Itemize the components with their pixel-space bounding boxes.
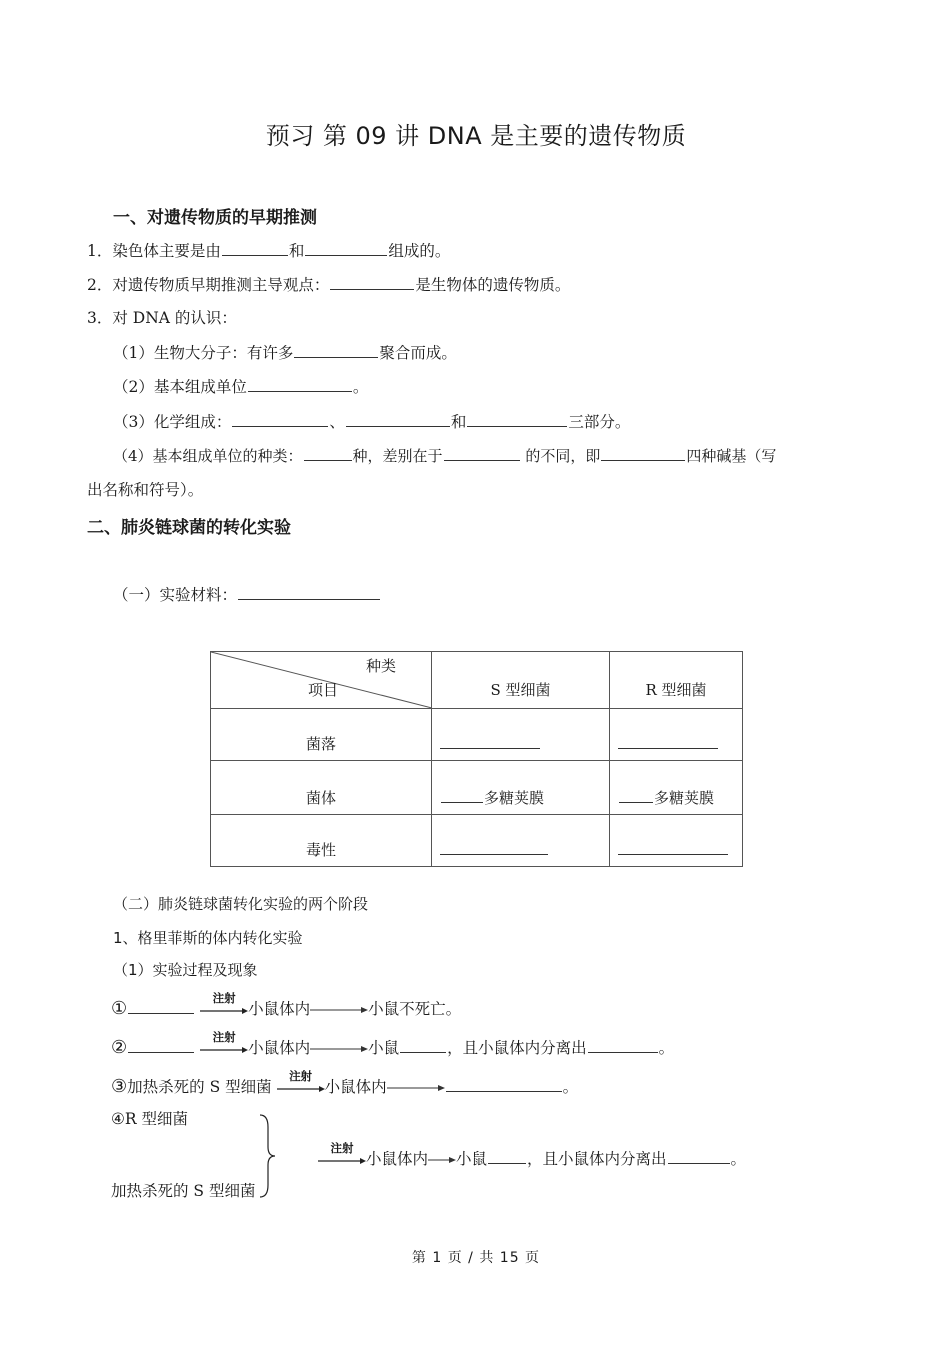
q3-3-prefix: （3）化学组成： bbox=[113, 413, 232, 431]
step-4-blank-2[interactable] bbox=[668, 1148, 730, 1164]
inject-label: 注射 bbox=[330, 1141, 354, 1155]
question-3-3 bbox=[113, 411, 630, 432]
q2-prefix: 2．对遗传物质早期推测主导观点： bbox=[87, 276, 330, 294]
q1-blank-2[interactable] bbox=[305, 240, 387, 256]
step-2-suffix2: 。 bbox=[658, 1039, 675, 1057]
cell-s-body-blank[interactable] bbox=[441, 787, 483, 803]
inject-label: 注射 bbox=[212, 1030, 236, 1044]
q3-3-sep2: 和 bbox=[450, 413, 467, 431]
dashed-arrow-icon bbox=[310, 1006, 368, 1014]
q1-suffix: 组成的。 bbox=[388, 242, 451, 260]
q1-blank-1[interactable] bbox=[222, 240, 288, 256]
cell-r-body-text: 多糖荚膜 bbox=[654, 789, 715, 807]
table-row bbox=[211, 709, 743, 761]
cell-s-colony[interactable] bbox=[432, 709, 610, 761]
q3-4-prefix: （4）基本组成单位的种类： bbox=[113, 447, 303, 465]
q3-1-suffix: 聚合而成。 bbox=[379, 344, 457, 362]
question-3-4 bbox=[113, 445, 776, 466]
q1-prefix: 1．染色体主要是由 bbox=[87, 242, 221, 260]
cell-s-body[interactable] bbox=[432, 761, 610, 815]
step-3-blank[interactable] bbox=[446, 1076, 562, 1092]
griffith-heading: 1、格里菲斯的体内转化实验 bbox=[113, 929, 303, 947]
step-1-mid: 小鼠体内 bbox=[248, 1000, 311, 1018]
dashed-arrow-icon bbox=[310, 1045, 368, 1053]
inject-arrow-icon bbox=[318, 1141, 366, 1170]
inject-arrow-icon bbox=[277, 1069, 325, 1098]
step-4-result bbox=[318, 1141, 747, 1170]
step-3-mid: 小鼠体内 bbox=[324, 1078, 387, 1096]
step-3-suffix: 。 bbox=[562, 1078, 579, 1096]
page-title: 预习 第 09 讲 DNA 是主要的遗传物质 bbox=[265, 122, 687, 150]
table-row bbox=[211, 761, 743, 815]
materials-prefix: （一）实验材料： bbox=[113, 586, 238, 604]
process-heading: （1）实验过程及现象 bbox=[113, 961, 258, 979]
step-2-blank-2[interactable] bbox=[400, 1037, 446, 1053]
question-3-label: 3．对 DNA 的认识： bbox=[87, 309, 237, 327]
q3-4-blank-3[interactable] bbox=[601, 445, 685, 461]
q3-3-blank-1[interactable] bbox=[232, 411, 328, 427]
table-row bbox=[211, 815, 743, 867]
step-4-suffix1: ，且小鼠体内分离出 bbox=[527, 1150, 667, 1168]
cell-r-body-blank[interactable] bbox=[619, 787, 653, 803]
q3-3-suffix: 三部分。 bbox=[568, 413, 631, 431]
page-footer: 第 1 页 / 共 15 页 bbox=[411, 1250, 541, 1266]
q2-blank[interactable] bbox=[330, 274, 414, 290]
question-3-1 bbox=[113, 342, 457, 363]
q3-2-suffix: 。 bbox=[352, 378, 369, 396]
q1-mid: 和 bbox=[288, 242, 305, 260]
step-3-number: ③ bbox=[111, 1076, 128, 1097]
question-1 bbox=[87, 240, 450, 261]
q3-4-blank-2[interactable] bbox=[444, 445, 520, 461]
question-3-4-line2: 出名称和符号）。 bbox=[87, 481, 204, 499]
q3-4-blank-1[interactable] bbox=[304, 445, 352, 461]
section2-heading: 二、肺炎链球菌的转化实验 bbox=[87, 518, 291, 538]
cell-r-colony[interactable] bbox=[610, 709, 743, 761]
question-3-2 bbox=[113, 376, 368, 397]
q3-4-suffix: 四种碱基（写 bbox=[686, 447, 777, 465]
q3-2-blank[interactable] bbox=[248, 376, 352, 392]
step-1-result: 小鼠不死亡。 bbox=[368, 1000, 462, 1018]
step-4-blank-1[interactable] bbox=[488, 1148, 526, 1164]
cell-s-virulence[interactable] bbox=[432, 815, 610, 867]
q3-4-mid2: 的不同，即 bbox=[520, 447, 601, 465]
inject-arrow-icon bbox=[200, 1030, 248, 1059]
step-2-blank-1[interactable] bbox=[128, 1037, 194, 1053]
inject-label: 注射 bbox=[212, 991, 236, 1005]
step-3 bbox=[111, 1069, 579, 1098]
q3-3-blank-3[interactable] bbox=[467, 411, 567, 427]
step-1-number: ① bbox=[111, 998, 128, 1019]
step-2-blank-3[interactable] bbox=[588, 1037, 658, 1053]
row-label-virulence: 毒性 bbox=[211, 815, 432, 867]
table-header-row bbox=[211, 652, 743, 709]
corner-top-label: 种类 bbox=[365, 657, 396, 675]
column-header-s: S 型细菌 bbox=[432, 652, 610, 709]
step-4-line1: ④R 型细菌 bbox=[111, 1110, 188, 1128]
inject-label: 注射 bbox=[289, 1069, 313, 1083]
q3-4-mid1: 种，差别在于 bbox=[352, 447, 443, 465]
inject-arrow-icon bbox=[200, 991, 248, 1020]
dashed-arrow-icon bbox=[387, 1084, 445, 1092]
materials-blank[interactable] bbox=[238, 584, 380, 600]
step-4-line2: 加热杀死的 S 型细菌 bbox=[111, 1182, 256, 1200]
cell-r-body[interactable] bbox=[610, 761, 743, 815]
q3-2-prefix: （2）基本组成单位 bbox=[113, 378, 247, 396]
cell-s-body-text: 多糖荚膜 bbox=[484, 789, 545, 807]
q3-1-prefix: （1）生物大分子：有许多 bbox=[113, 344, 294, 362]
corner-bottom-label: 项目 bbox=[308, 681, 339, 699]
q3-1-blank[interactable] bbox=[294, 342, 378, 358]
cell-r-virulence[interactable] bbox=[610, 815, 743, 867]
step-2 bbox=[111, 1030, 675, 1059]
short-arrow-icon bbox=[428, 1156, 456, 1164]
bacteria-comparison-table bbox=[210, 651, 743, 867]
materials-line bbox=[113, 584, 381, 605]
column-header-r: R 型细菌 bbox=[610, 652, 743, 709]
step-2-suffix1: ，且小鼠体内分离出 bbox=[447, 1039, 587, 1057]
section1-heading: 一、对遗传物质的早期推测 bbox=[113, 208, 317, 228]
table-corner-cell bbox=[211, 652, 432, 709]
step-4-mid: 小鼠体内 bbox=[366, 1150, 429, 1168]
stages-heading: （二）肺炎链球菌转化实验的两个阶段 bbox=[113, 895, 369, 913]
step-2-result: 小鼠 bbox=[368, 1039, 400, 1057]
q2-suffix: 是生物体的遗传物质。 bbox=[415, 276, 571, 294]
question-2 bbox=[87, 274, 570, 295]
step-3-prefix: 加热杀死的 S 型细菌 bbox=[127, 1078, 272, 1096]
step-2-number: ② bbox=[111, 1037, 128, 1058]
step-2-mid: 小鼠体内 bbox=[248, 1039, 311, 1057]
q3-3-sep1: 、 bbox=[329, 413, 345, 431]
step-1 bbox=[111, 991, 462, 1020]
right-brace-icon bbox=[258, 1113, 278, 1199]
step-4-suffix2: 。 bbox=[730, 1150, 747, 1168]
q3-3-blank-2[interactable] bbox=[346, 411, 450, 427]
row-label-colony: 菌落 bbox=[211, 709, 432, 761]
row-label-cell-body: 菌体 bbox=[211, 761, 432, 815]
step-4-result-text: 小鼠 bbox=[456, 1150, 488, 1168]
step-1-blank[interactable] bbox=[128, 998, 194, 1014]
